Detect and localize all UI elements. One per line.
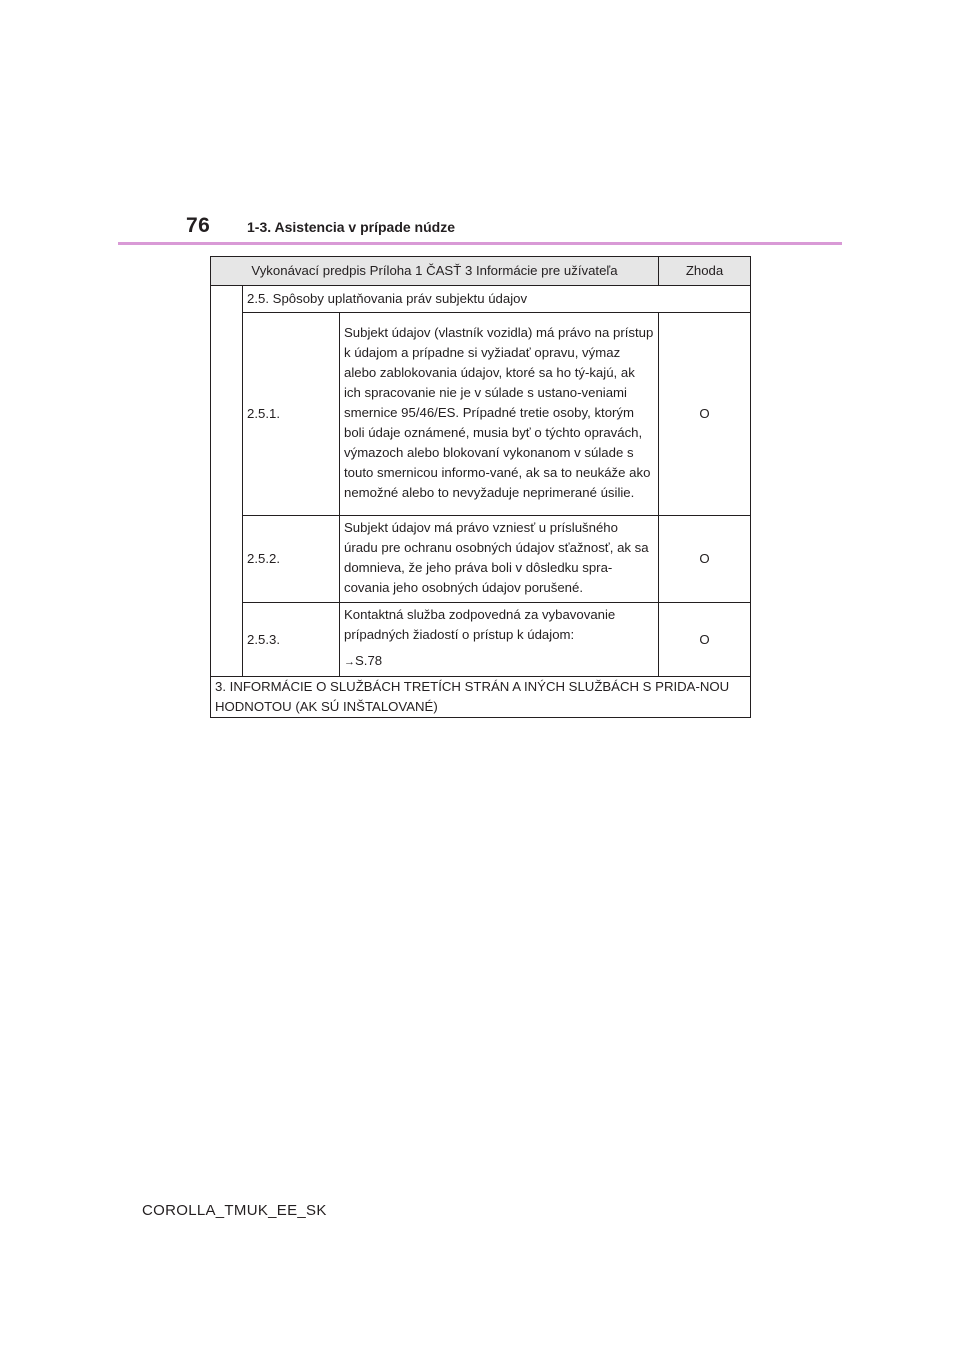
column-header-compliance: Zhoda: [659, 257, 751, 286]
row-description-cell: [340, 603, 659, 677]
row-number: 2.5.1.: [243, 313, 340, 516]
compliance-mark: O: [659, 313, 751, 516]
table-row: [211, 313, 751, 516]
footer-row-text: 3. INFORMÁCIE O SLUŽBÁCH TRETÍCH STRÁN A INÝCH SLUŽBÁCH S PRIDA-NOU HODNOTOU (AK SÚ INŠTALOVANÉ): [211, 677, 751, 718]
table-row: [211, 516, 751, 603]
page-reference[interactable]: [344, 651, 654, 672]
compliance-mark: O: [659, 603, 751, 677]
table-row: [211, 603, 751, 677]
section-title: 1-3. Asistencia v prípade núdze: [247, 219, 455, 235]
row-number: 2.5.3.: [243, 603, 340, 677]
row-number: 2.5.2.: [243, 516, 340, 603]
document-code: COROLLA_TMUK_EE_SK: [142, 1202, 327, 1219]
footer-row: [211, 677, 751, 718]
indent-cell: [211, 286, 243, 677]
compliance-mark: O: [659, 516, 751, 603]
header-divider: [118, 242, 842, 245]
section-row-title: 2.5. Spôsoby uplatňovania práv subjektu údajov: [243, 286, 751, 313]
section-row: [211, 286, 751, 313]
row-description: Subjekt údajov má právo vzniesť u príslušného úradu pre ochranu osobných údajov sťažnosť, ak sa domnieva, že jeho práva boli v dôsledku spra-covania jeho osobných údajov porušené.: [340, 516, 659, 603]
row-description: Kontaktná služba zodpovedná za vybavovanie prípadných žiadostí o prístup k údajom:: [344, 607, 616, 642]
table-header-row: [211, 257, 751, 286]
column-header-regulation: Vykonávací predpis Príloha 1 ČASŤ 3 Informácie pre užívateľa: [211, 257, 659, 286]
page-reference-label: S.78: [355, 653, 383, 668]
regulation-table: [210, 256, 751, 718]
arrow-right-icon: →: [344, 656, 355, 668]
row-description: Subjekt údajov (vlastník vozidla) má právo na prístup k údajom a prípadne si vyžiadať opravu, výmaz alebo zablokovania údajov, ktoré sa ho tý-kajú, ak ich spracovanie nie je v súlade s ustano-veniami smernice 95/46/ES. Prípadné tretie osoby, ktorým boli údaje oznámené, musia byť o týchto opravách, výmazoch alebo blokovaní vykonanom v súlade s touto smernicou informo-vané, ak sa to neukáže ako nemožné alebo to nevyžaduje neprimerané úsilie.: [340, 313, 659, 516]
page-number: 76: [186, 214, 211, 237]
